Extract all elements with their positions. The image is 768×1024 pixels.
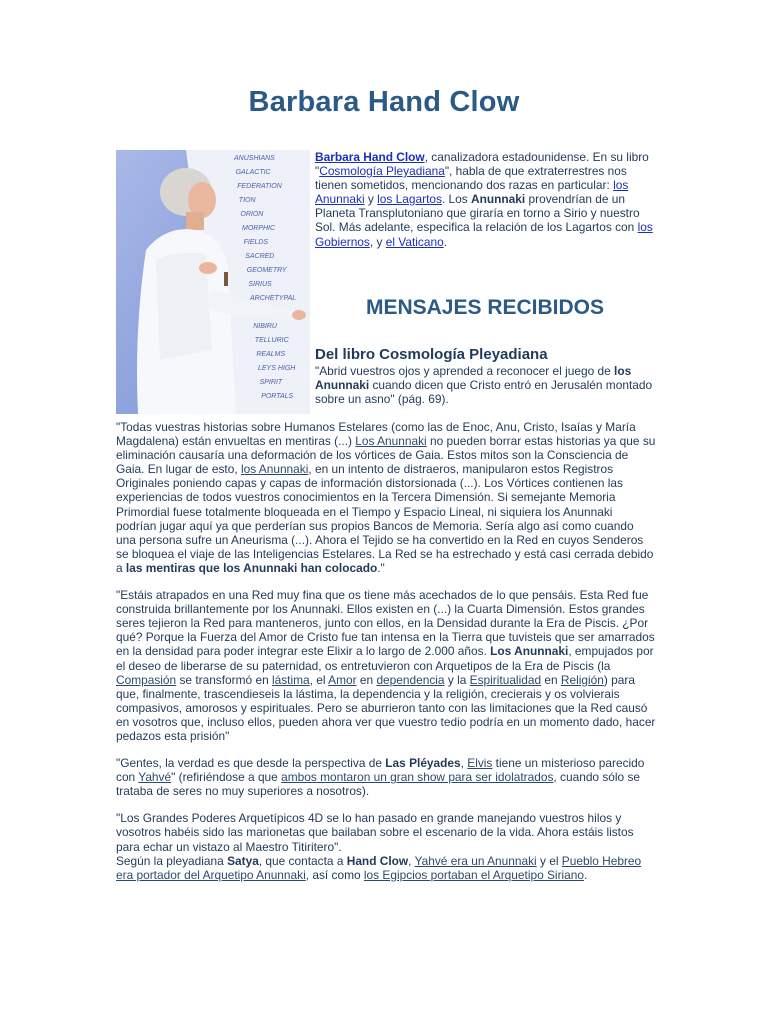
p1-text: , en un intento de distraeros, manipularon estos Registros Originales poniendo capas y capas de información distorsionada (...). Los Vórtices contienen las experiencias de todos vuestros conocimientos en la Tercera Dimensión. Si semejante Memoria Primordial fuese totalmente bloqueada en el Tiempo y Espacio Lineal, ni siquiera los Anunnaki podrían jugar aquí ya que perderían sus propios Bancos de Memoria. Sería algo así como cuando una persona sufre un Aneurisma (...). Ahora el Tejido se ha convertido en la Red en cuyos Senderos se bloquea el viaje de las Inteligencias Estelares. La Red se ha estrechado y está casi cerrada debido a	[116, 462, 654, 575]
p2-text: "Estáis atrapados en una Red muy fina que os tiene más acechados de lo que pensáis. Esta Red fue construida brillantemente por los Anunnaki. Ellos existen en (...) la Cuarta Dimensión. Estos grandes seres tejieron la Red para manteneros, junto con ellos, en la Densidad durante la Era de Piscis. ¿Por qué? Porque la Fuerza del Amor de Cristo fue tan intensa en la Tierra que tuvisteis que ser amarrados en la densidad para poder integrar este Elixir a lo largo de 2.000 años.	[116, 588, 655, 659]
intro-paragraph	[315, 150, 653, 249]
author-photo-illustration	[116, 150, 310, 414]
p4-bold: Satya	[227, 853, 259, 868]
author-photo	[116, 150, 310, 414]
board-text-line: SACRED	[245, 253, 275, 260]
author-link[interactable]: Barbara Hand Clow	[315, 150, 425, 164]
p3-text: " (refiriéndose a que	[171, 770, 282, 785]
intro-text: , canalizadora estadounidense. En su libro "	[315, 150, 649, 179]
show-link[interactable]: ambos montaron un gran show para ser idolatrados	[281, 770, 554, 785]
board-text-line: SIRIUS	[248, 281, 272, 288]
p2-text: , el	[309, 672, 329, 687]
dependencia-link[interactable]: dependencia	[376, 672, 445, 687]
quote-text: "Abrid vuestros ojos y aprended a reconocer el juego de	[315, 364, 615, 378]
board-text-line: FEDERATION	[237, 183, 282, 190]
pueblo-hebreo-link[interactable]: Pueblo Hebreo era portador del Arquetipo Anunnaki	[116, 853, 642, 882]
page-title: Barbara Hand Clow	[248, 86, 520, 118]
elvis-link[interactable]: Elvis	[467, 756, 493, 771]
p4-text: Según la pleyadiana	[116, 853, 228, 868]
yahve-link[interactable]: Yahvé	[138, 770, 172, 785]
board-text-line: LEYS HIGH	[258, 365, 296, 372]
lastima-link[interactable]: lástima	[271, 672, 310, 687]
p1-text: "Todas vuestras historias sobre Humanos Estelares (como las de Enoc, Anu, Cristo, Isaías y María Magdalena) están envueltas en mentiras (...)	[116, 420, 636, 449]
book-subheading: Del libro Cosmología Pleyadiana	[315, 346, 548, 363]
p3-text: "Gentes, la verdad es que desde la perspectiva de	[116, 756, 386, 771]
intro-text: ", habla de que extraterrestres nos tienen sometidos, mencionando dos razas en particular:	[315, 164, 627, 193]
board-text-line: SPIRIT	[259, 379, 283, 386]
p4-bold: Hand Clow	[346, 853, 409, 868]
egipcios-link[interactable]: los Egipcios portaban el Arquetipo Siriano	[363, 867, 585, 882]
lagartos-link[interactable]: los Lagartos	[377, 192, 442, 207]
p2-text: , empujados por el deseo de liberarse de su paternidad, os entretuvieron con Arquetipos de la Era de Piscis (la	[116, 644, 654, 673]
board-text-line: MORPHIC	[242, 225, 276, 232]
p4-text: ,	[408, 853, 415, 868]
quote-text: cuando dicen que Cristo entró en Jerusalén montado sobre un asno" (pág. 69).	[315, 378, 653, 407]
board-text-line: TION	[238, 197, 256, 204]
intro-bold: Anunnaki	[471, 192, 526, 207]
p3-text: , cuando sólo se trataba de seres no muy superiores a nosotros).	[116, 770, 641, 799]
section-heading: MENSAJES RECIBIDOS	[365, 296, 605, 319]
p2-text: en	[356, 672, 377, 687]
anunnaki-link[interactable]: los Anunnaki	[315, 178, 629, 207]
p1-text: ."	[377, 560, 385, 575]
board-text-line: TELLURIC	[254, 337, 289, 344]
p4-text: , que contacta a	[258, 853, 347, 868]
quote-paragraph	[315, 364, 655, 406]
board-text-line: NIBIRU	[253, 323, 277, 330]
p3-text: tiene un misterioso parecido con	[116, 756, 645, 785]
board-text-line: ORION	[240, 211, 264, 218]
amor-link[interactable]: Amor	[328, 672, 357, 687]
p2-text: ) para que, finalmente, trascendieseis la lástima, la dependencia y la religión, crecierais y os volvierais compasivos, amorosos y espirituales. Pero se aburrieron tanto con las limitaciones que la Red causó en vosotros que, incluso ellos, pueden ahora ver que vuestro tedio podría en un momento dado, hacer pedazos esta prisión"	[116, 672, 656, 743]
anunnaki-link[interactable]: Los Anunnaki	[355, 434, 427, 449]
paragraph-4	[116, 811, 656, 881]
board-text-line: PORTALS	[261, 393, 294, 400]
p4-text: , así como	[305, 867, 364, 882]
p2-text: se transformó en	[176, 672, 272, 687]
board-text-line: FIELDS	[243, 239, 269, 246]
vaticano-link[interactable]: el Vaticano	[385, 234, 444, 249]
body-text	[116, 420, 656, 895]
p3-text: ,	[460, 756, 468, 771]
intro-text: provendrían de un Planeta Transplutoniano que giraría en torno a Sirio y nuestro Sol. Más adelante, especifica la relación de los Lagartos con	[315, 192, 640, 235]
p4-text: y el	[536, 853, 562, 868]
board-text-line: ANUSHIANS	[234, 155, 275, 162]
intro-text: . Los	[441, 192, 472, 207]
book-link[interactable]: Cosmología Pleyadiana	[319, 164, 445, 179]
p3-bold: Las Pléyades	[385, 756, 461, 771]
p1-bold: las mentiras que los Anunnaki han colocado	[125, 560, 378, 575]
gobiernos-link[interactable]: los Gobiernos	[315, 220, 653, 249]
p4-text: "Los Grandes Poderes Arquetípicos 4D se lo han pasado en grande manejando vuestros hilos y vosotros habéis sido las marionetas que bailaban sobre el escenario de la vida. Ahora estáis listos para echar un vistazo al Maestro Titiritero".	[116, 811, 634, 854]
intro-text: y	[364, 192, 378, 207]
paragraph-1	[116, 420, 656, 575]
intro-text: .	[443, 234, 447, 249]
espiritualidad-link[interactable]: Espiritualidad	[469, 672, 542, 687]
board-text-line: GEOMETRY	[246, 267, 287, 274]
anunnaki-link[interactable]: los Anunnaki	[240, 462, 309, 477]
yahve-anunnaki-link[interactable]: Yahvé era un Anunnaki	[414, 853, 537, 868]
board-text-line: GALACTIC	[235, 169, 271, 176]
p4-text: .	[584, 867, 588, 882]
religion-link[interactable]: Religión	[560, 672, 604, 687]
compasion-link[interactable]: Compasión	[116, 672, 177, 687]
p2-text: y la	[444, 672, 470, 687]
board-text-line: ARCHETYPAL	[250, 295, 297, 302]
p2-text: en	[541, 672, 561, 687]
paragraph-3	[116, 756, 656, 798]
quote-bold: los Anunnaki	[315, 364, 632, 393]
intro-text: , y	[369, 234, 386, 249]
paragraph-2	[116, 588, 656, 743]
p1-text: no pueden borrar estas historias ya que su eliminación causaría una deformación de los vórtices de Gaia. Estos mitos son la Consciencia de Gaia. En lugar de esto,	[116, 434, 656, 477]
board-text-line: REALMS	[256, 351, 286, 358]
p2-bold: Los Anunnaki	[490, 644, 569, 659]
